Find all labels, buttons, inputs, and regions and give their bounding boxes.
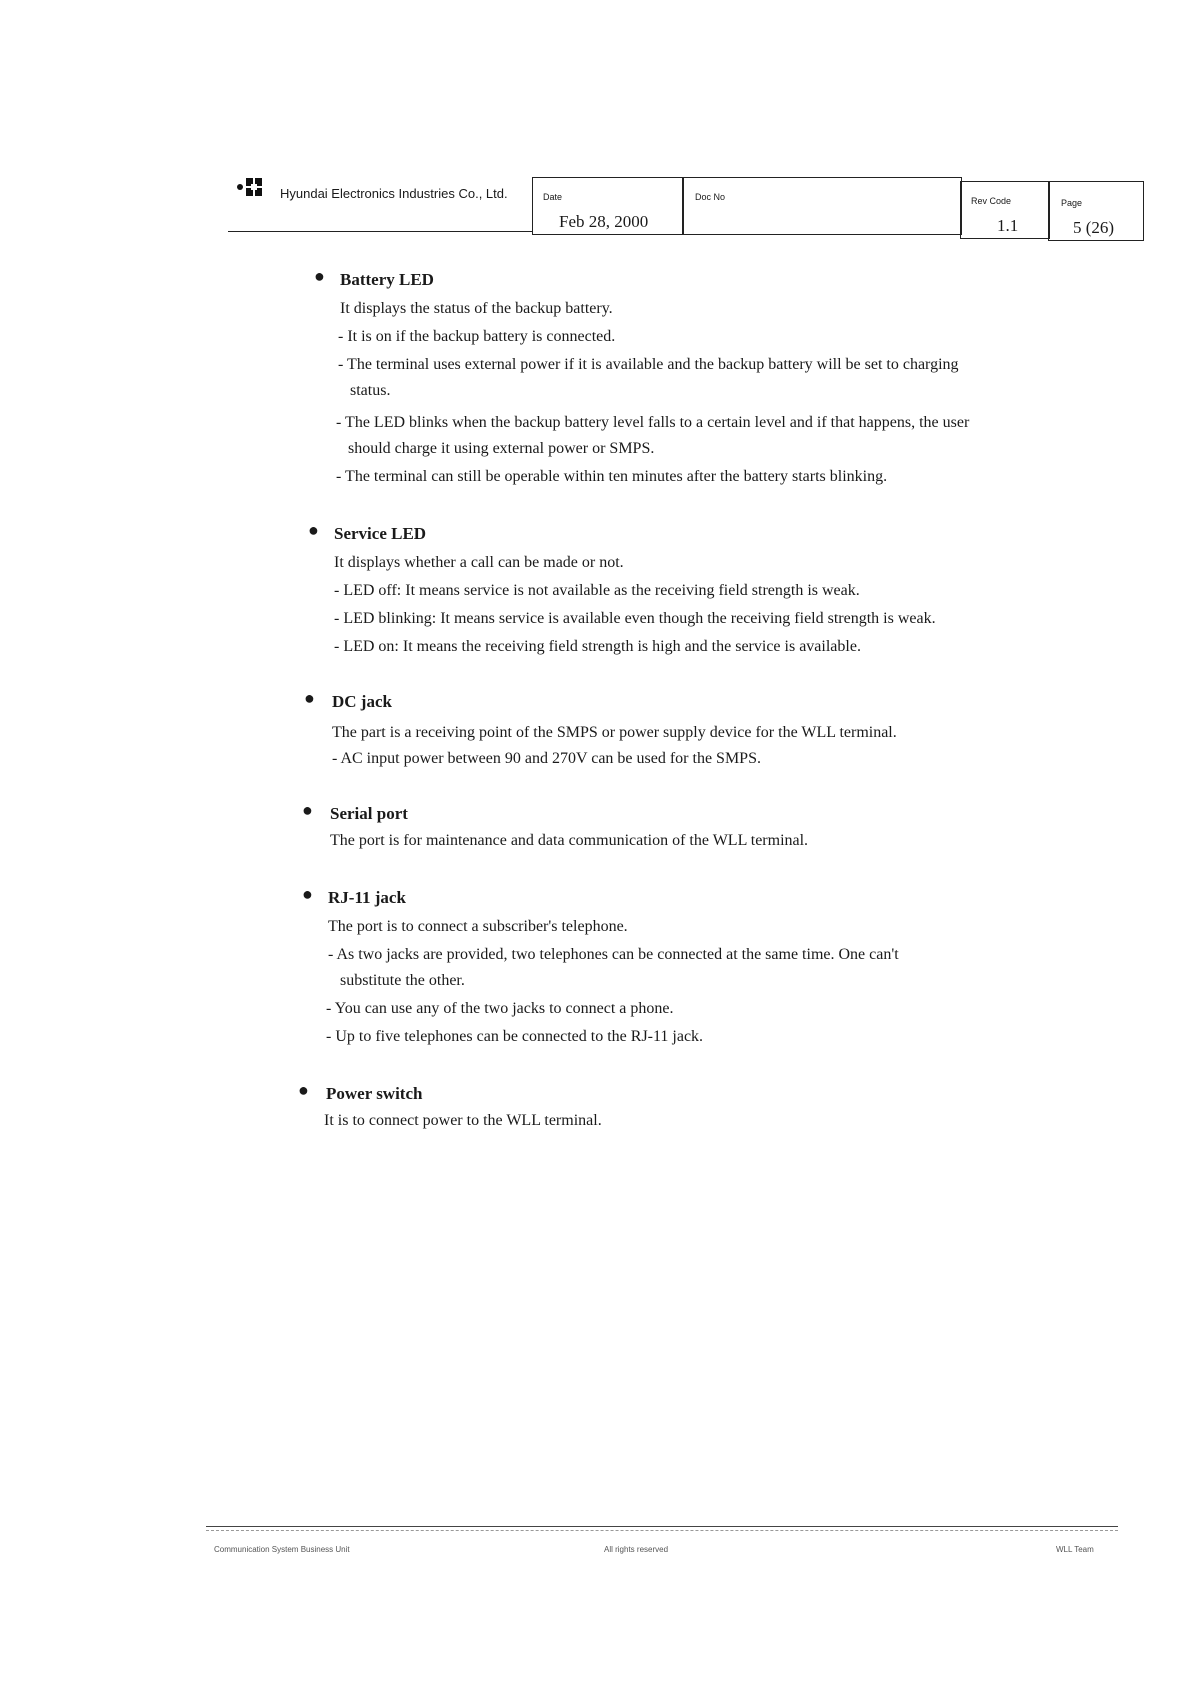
section-title: Power switch: [326, 1084, 423, 1103]
section-line: - The terminal uses external power if it is available and the backup battery will be set to charging: [338, 356, 959, 373]
section-line: The part is a receiving point of the SMPS or power supply device for the WLL terminal.: [332, 724, 897, 741]
doc-no-label: Doc No: [695, 192, 726, 202]
section-line: - As two jacks are provided, two telephones can be connected at the same time. One can't: [328, 946, 899, 963]
page-label: Page: [1061, 198, 1083, 208]
section-line: - Up to five telephones can be connected to the RJ-11 jack.: [326, 1028, 704, 1045]
section-line: - LED blinking: It means service is available even though the receiving field strength is weak.: [334, 610, 936, 627]
section-title: Battery LED: [340, 270, 434, 289]
section-line: - It is on if the backup battery is connected.: [338, 328, 616, 345]
bullet-icon: ●: [304, 688, 315, 708]
section-line: - You can use any of the two jacks to connect a phone.: [326, 1000, 674, 1017]
footer-rule-dashed: [206, 1530, 1118, 1531]
section-line: - The terminal can still be operable within ten minutes after the battery starts blinking.: [336, 468, 888, 485]
footer-center: All rights reserved: [604, 1545, 669, 1554]
section-title: DC jack: [332, 692, 392, 711]
section-line: The port is to connect a subscriber's telephone.: [328, 918, 628, 935]
section-title: RJ-11 jack: [328, 888, 406, 907]
rev-code-label: Rev Code: [971, 196, 1012, 206]
section-line: - LED on: It means the receiving field strength is high and the service is available.: [334, 638, 861, 655]
section-line: It is to connect power to the WLL terminal.: [324, 1112, 602, 1129]
section-line: It displays whether a call can be made or not.: [334, 554, 624, 571]
bullet-icon: ●: [302, 800, 313, 820]
section-line: The port is for maintenance and data communication of the WLL terminal.: [330, 832, 809, 849]
bullet-icon: ●: [314, 266, 325, 286]
header-rule: [228, 231, 532, 232]
rev-code-value: 1.1: [997, 216, 1019, 235]
section-line: - AC input power between 90 and 270V can be used for the SMPS.: [332, 750, 761, 767]
section-line: status.: [350, 382, 391, 399]
section-title: Service LED: [334, 524, 427, 543]
page-box: [1048, 181, 1144, 241]
bullet-icon: ●: [302, 884, 313, 904]
date-value: Feb 28, 2000: [559, 212, 649, 231]
footer-right: WLL Team: [1056, 1545, 1094, 1554]
rev-code-box: [960, 181, 1050, 239]
footer-left: Communication System Business Unit: [214, 1545, 350, 1554]
section-line: substitute the other.: [340, 972, 465, 989]
date-label: Date: [543, 192, 563, 202]
bullet-icon: ●: [308, 520, 319, 540]
section-title: Serial port: [330, 804, 408, 823]
doc-no-box: [682, 177, 962, 235]
date-box: [532, 177, 684, 235]
page-header: [0, 0, 1182, 260]
page-value: 5 (26): [1073, 218, 1115, 237]
section-line: - The LED blinks when the backup battery level falls to a certain level and if that happens, the user: [336, 414, 970, 431]
section-line: - LED off: It means service is not available as the receiving field strength is weak.: [334, 582, 860, 599]
section-line: It displays the status of the backup battery.: [340, 300, 613, 317]
company-logo-icon: [236, 176, 270, 198]
company-name: Hyundai Electronics Industries Co., Ltd.: [280, 186, 508, 201]
bullet-icon: ●: [298, 1080, 309, 1100]
footer-rule: [206, 1526, 1118, 1527]
section-line: should charge it using external power or SMPS.: [348, 440, 655, 457]
